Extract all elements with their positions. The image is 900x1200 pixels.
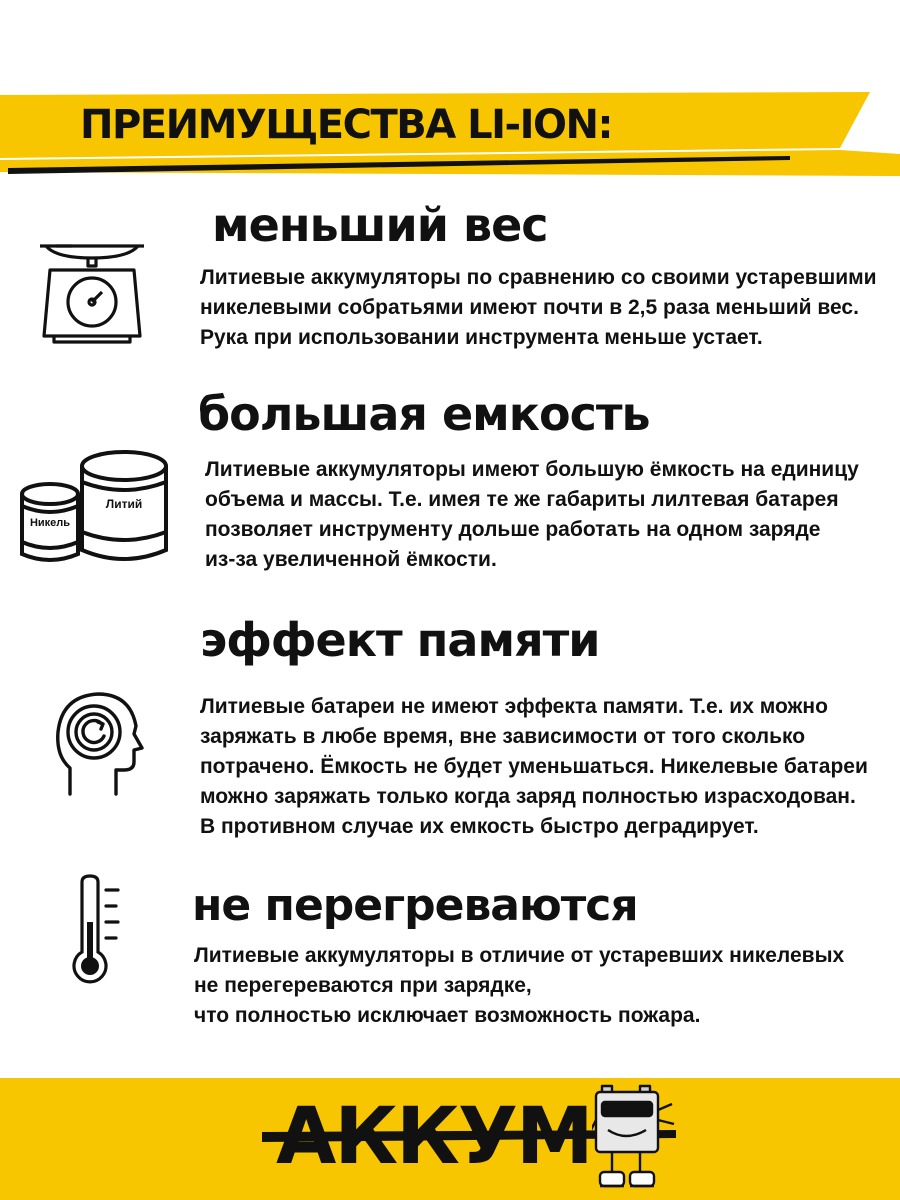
battery-cylinders-icon bbox=[18, 446, 170, 572]
section-heading-weight: меньший вес bbox=[212, 198, 548, 252]
section-text-weight: Литиевые аккумуляторы по сравнению со своими устаревшими никелевыми собратьями имеют почти в 2,5 раза меньший вес. Рука при использовании инструмента меньше устает. bbox=[200, 266, 877, 349]
thermometer-icon bbox=[66, 872, 122, 994]
battery-mascot-icon bbox=[592, 1080, 678, 1196]
head-memory-icon bbox=[54, 690, 144, 798]
page-title: ПРЕИМУЩЕСТВА LI-ION: bbox=[80, 102, 612, 148]
cylinder-label-lithium: Литий bbox=[105, 497, 143, 511]
cylinder-label-nickel: Никель bbox=[29, 517, 71, 529]
section-text-overheat: Литиевые аккумуляторы в отличие от устаревших никелевых не перегереваются при зарядке, что полностью исключает возможность пожара. bbox=[194, 944, 845, 1027]
section-text-capacity: Литиевые аккумуляторы имеют большую ёмкость на единицу объема и массы. Т.е. имея те же габариты лилтевая батарея позволяет инструменту дольше работать на одном заряде из-за увеличенной ёмкости. bbox=[205, 458, 859, 571]
section-heading-overheat: не перегреваются bbox=[192, 880, 638, 931]
section-heading-memory: эффект памяти bbox=[200, 613, 600, 667]
brand-logo: АККУМ bbox=[276, 1092, 592, 1182]
section-text-memory: Литиевые батареи не имеют эффекта памяти. Т.е. их можно заряжать в любе время, вне зависимости от того сколько потрачено. Ёмкость не будет уменьшаться. Никелевые батареи можно заряжать только когда заряд полностью израсходован. В противном случае их емкость быстро деградирует. bbox=[200, 695, 868, 838]
section-heading-capacity: большая емкость bbox=[198, 387, 650, 441]
kitchen-scale-icon bbox=[36, 236, 148, 348]
